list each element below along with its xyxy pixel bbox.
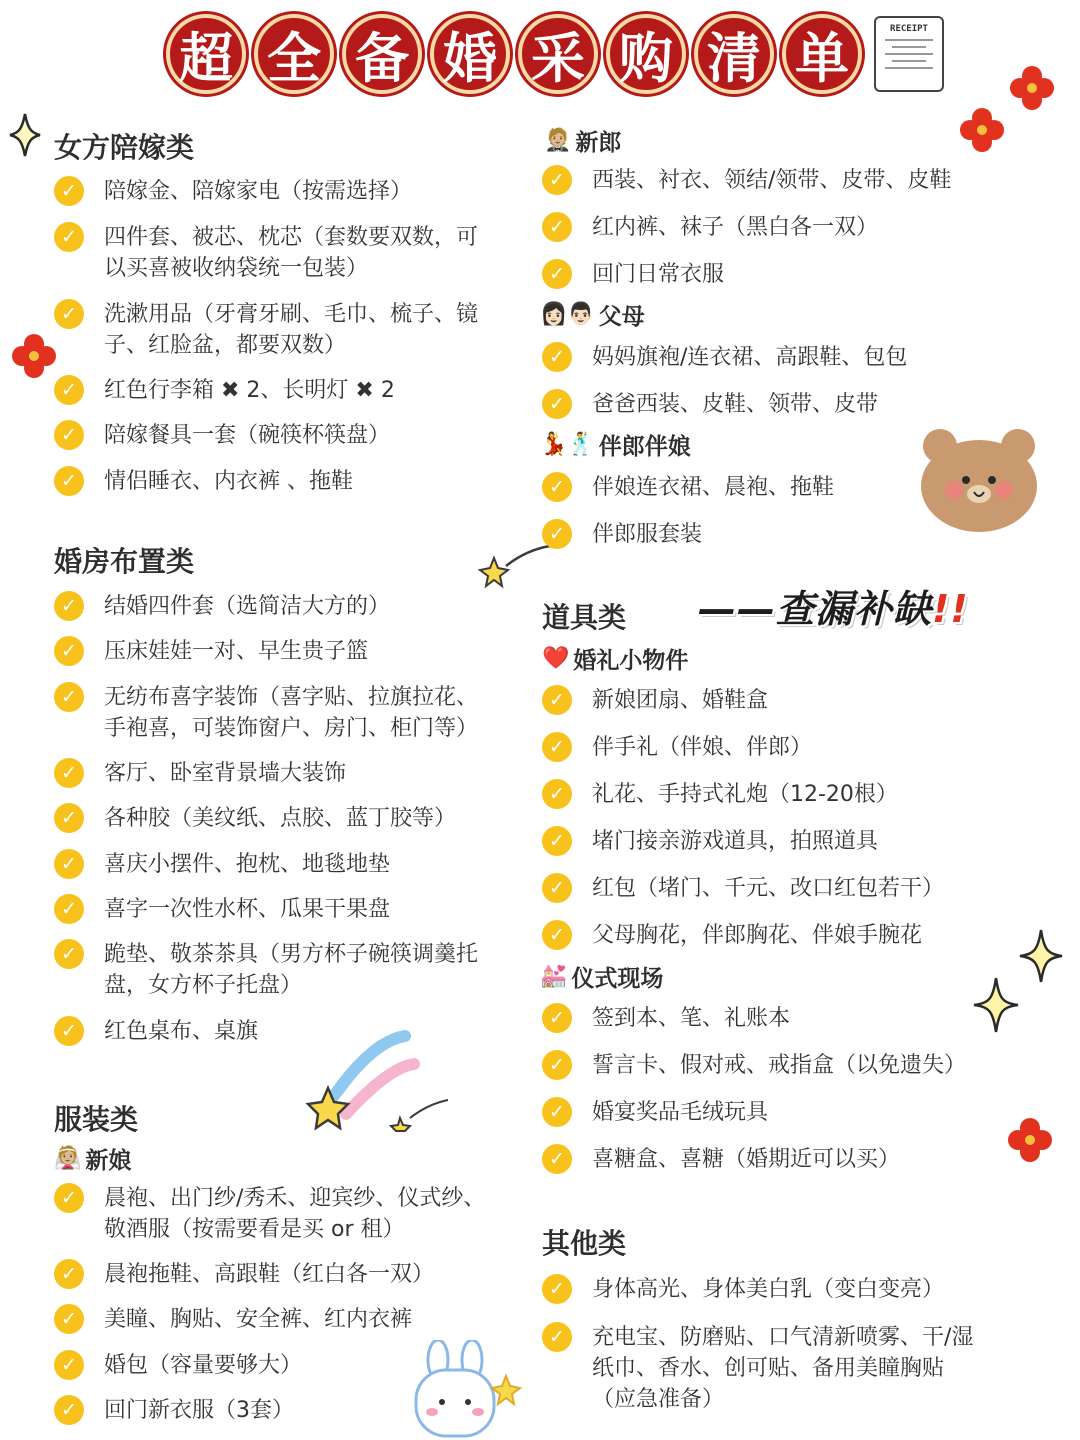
sub-title-bride: [54, 1142, 131, 1175]
check-icon: ✓: [54, 299, 84, 329]
check-icon: ✓: [542, 1050, 572, 1080]
checklist-item-text: 婚包（容量要够大）: [104, 1353, 303, 1378]
check-icon: ✓: [542, 259, 572, 289]
section-title-room: 婚房布置类: [54, 545, 195, 578]
checklist-item-text: 爸爸西装、皮鞋、领带、皮带: [592, 392, 879, 417]
checklist-item-text: 伴手礼（伴娘、伴郎）: [592, 735, 813, 760]
sub-title-groom-label: 新郎: [575, 130, 622, 156]
sub-title-groom: [544, 124, 621, 157]
checklist-item-text: 回门日常衣服: [592, 262, 725, 287]
checklist-item: [542, 1274, 944, 1305]
check-icon: ✓: [542, 519, 572, 549]
checklist-item: [54, 222, 478, 284]
checklist-item-text: 喜庆小摆件、抱枕、地毯地垫: [104, 852, 391, 877]
checklist-item-text: 誓言卡、假对戒、戒指盒（以免遗失）: [592, 1053, 967, 1078]
checklist-item-text: 回门新衣服（3套）: [104, 1398, 294, 1423]
checklist-item-text: 新娘团扇、婚鞋盒: [592, 688, 769, 713]
checklist-item: [54, 1304, 412, 1335]
slogan-exclamation: !!: [932, 587, 969, 631]
checklist-item-text: 伴郎服套装: [592, 522, 703, 547]
check-icon: ✓: [54, 176, 84, 206]
checklist-item: [542, 685, 768, 716]
sub-title-small-items-label: 婚礼小物件: [573, 648, 689, 674]
checklist-item: [54, 591, 390, 622]
flower-icon: [1016, 1126, 1044, 1154]
checklist-item-text: 无纺布喜字装饰（喜字贴、拉旗拉花、 手袍喜，可装饰窗户、房门、柜门等）: [104, 685, 479, 741]
checklist-item: [54, 758, 346, 789]
sparkle-icon: [972, 976, 1020, 1034]
checklist-item: [54, 939, 478, 1001]
checklist-item-text: 充电宝、防磨贴、口气清新喷雾、干/湿 纸巾、香水、创可贴、备用美瞳胸贴 （应急准备）: [592, 1325, 974, 1412]
checklist-item-text: 情侣睡衣、内衣裤 、拖鞋: [104, 469, 353, 494]
title-char: 婚: [430, 14, 510, 94]
checklist-item: [542, 1097, 768, 1128]
rainbow-shooting-star-icon: [300, 1022, 460, 1132]
checklist-item-text: 晨袍拖鞋、高跟鞋（红白各一双）: [104, 1262, 435, 1287]
flower-icon: [20, 342, 48, 370]
bunny-icon: [392, 1340, 542, 1440]
checklist-item: [542, 1322, 973, 1415]
check-icon: ✓: [54, 1259, 84, 1289]
checklist-item: [54, 466, 353, 497]
checklist-item-text: 结婚四件套（选简洁大方的）: [104, 594, 391, 619]
check-icon: ✓: [542, 873, 572, 903]
checklist-item: [54, 1259, 434, 1290]
check-icon: ✓: [542, 165, 572, 195]
sub-title-ceremony-label: 仪式现场: [571, 966, 664, 992]
checklist-item: [542, 1144, 900, 1175]
checklist-item-text: 妈妈旗袍/连衣裙、高跟鞋、包包: [592, 345, 908, 370]
title-char: 超: [166, 14, 246, 94]
checklist-item-text: 四件套、被芯、枕芯（套数要双数，可 以买喜被收纳袋统一包装）: [104, 225, 479, 281]
checklist-item-text: 堵门接亲游戏道具，拍照道具: [592, 829, 879, 854]
checklist-item: [542, 472, 834, 503]
title-char: 单: [782, 14, 862, 94]
slogan: [698, 578, 969, 633]
sub-title-party-label: 伴郎伴娘: [598, 434, 691, 460]
section-title-dowry: 女方陪嫁类: [54, 131, 195, 164]
checklist-item-text: 各种胶（美纹纸、点胶、蓝丁胶等）: [104, 806, 457, 831]
checklist-item: [542, 779, 898, 810]
check-icon: ✓: [542, 1274, 572, 1304]
check-icon: ✓: [54, 375, 84, 405]
flower-icon: [968, 116, 996, 144]
sub-title-party: [540, 428, 691, 461]
checklist-item-text: 身体高光、身体美白乳（变白变亮）: [592, 1277, 945, 1302]
check-icon: ✓: [54, 1016, 84, 1046]
checklist-item-text: 美瞳、胸贴、安全裤、红内衣裤: [104, 1307, 413, 1332]
check-icon: ✓: [542, 685, 572, 715]
checklist-item: [54, 420, 390, 451]
checklist-item-text: 陪嫁金、陪嫁家电（按需选择）: [104, 179, 413, 204]
check-icon: ✓: [54, 939, 84, 969]
checklist-item: [542, 212, 878, 243]
title-char: 采: [518, 14, 598, 94]
checklist-item: [54, 1016, 258, 1047]
check-icon: ✓: [54, 1395, 84, 1425]
checklist-item: [542, 920, 922, 951]
check-icon: ✓: [542, 1097, 572, 1127]
parents-emoji-icon: 👩🏻👨🏻: [540, 302, 595, 327]
check-icon: ✓: [54, 466, 84, 496]
checklist-item: [54, 299, 478, 361]
checklist-item-text: 红包（堵门、千元、改口红包若干）: [592, 876, 945, 901]
checklist-item-text: 晨袍、出门纱/秀禾、迎宾纱、仪式纱、 敬酒服（按需要看是买 or 租）: [104, 1186, 486, 1242]
slogan-text: ——查漏补缺: [698, 587, 933, 631]
check-icon: ✓: [54, 1183, 84, 1213]
sub-title-ceremony: [540, 960, 663, 993]
title-char: 备: [342, 14, 422, 94]
checklist-item-text: 婚宴奖品毛绒玩具: [592, 1100, 769, 1125]
checklist-item-text: 西装、衬衣、领结/领带、皮带、皮鞋: [592, 168, 952, 193]
checklist-item: [54, 894, 390, 925]
groom-emoji-icon: 🤵🏼: [544, 128, 572, 153]
checklist-item: [542, 165, 951, 196]
receipt-label: RECEIPT: [890, 24, 928, 34]
check-icon: ✓: [542, 472, 572, 502]
check-icon: ✓: [542, 212, 572, 242]
checklist-item: [542, 732, 812, 763]
checklist-item-text: 红色桌布、桌旗: [104, 1019, 259, 1044]
checklist-item-text: 陪嫁餐具一套（碗筷杯筷盘）: [104, 423, 391, 448]
checklist-item: [54, 1183, 485, 1245]
checklist-item-text: 跪垫、敬茶茶具（男方杯子碗筷调羹托 盘，女方杯子托盘）: [104, 942, 479, 998]
check-icon: ✓: [54, 636, 84, 666]
check-icon: ✓: [54, 682, 84, 712]
checklist-item-text: 喜糖盒、喜糖（婚期近可以买）: [592, 1147, 901, 1172]
checklist-item-text: 红内裤、袜子（黑白各一双）: [592, 215, 879, 240]
checklist-item: [542, 873, 944, 904]
bride-emoji-icon: 👰🏼: [54, 1146, 82, 1171]
checklist-item: [54, 803, 456, 834]
checklist-item: [54, 1395, 294, 1426]
sparkle-icon: [1018, 928, 1064, 984]
checklist-item-text: 礼花、手持式礼炮（12-20根）: [592, 782, 898, 807]
checklist-item: [542, 826, 878, 857]
checklist-item: [542, 389, 878, 420]
check-icon: ✓: [542, 1144, 572, 1174]
check-icon: ✓: [54, 222, 84, 252]
section-title-props: 道具类: [542, 601, 627, 634]
checklist-item: [54, 375, 395, 406]
party-emoji-icon: 💃🕺: [540, 432, 595, 457]
check-icon: ✓: [54, 420, 84, 450]
check-icon: ✓: [542, 1322, 572, 1352]
section-title-clothing: 服装类: [54, 1103, 139, 1136]
title-char: 购: [606, 14, 686, 94]
check-icon: ✓: [542, 389, 572, 419]
checklist-item-text: 伴娘连衣裙、晨袍、拖鞋: [592, 475, 835, 500]
check-icon: ✓: [54, 849, 84, 879]
checklist-item: [54, 849, 390, 880]
checklist-item: [542, 519, 702, 550]
check-icon: ✓: [542, 779, 572, 809]
checklist-item-text: 红色行李箱 ✖ 2、长明灯 ✖ 2: [104, 378, 395, 403]
check-icon: ✓: [54, 894, 84, 924]
checklist-item-text: 父母胸花，伴郎胸花、伴娘手腕花: [592, 923, 923, 948]
sub-title-bride-label: 新娘: [85, 1148, 132, 1174]
check-icon: ✓: [54, 1304, 84, 1334]
checklist-item-text: 洗漱用品（牙膏牙刷、毛巾、梳子、镜 子、红脸盆，都要双数）: [104, 302, 479, 358]
sub-title-small-items: [542, 642, 688, 675]
check-icon: ✓: [542, 732, 572, 762]
checklist-item: [542, 1003, 790, 1034]
checklist-item-text: 喜字一次性水杯、瓜果干果盘: [104, 897, 391, 922]
chapel-icon: 💒: [540, 964, 568, 989]
checklist-item: [542, 342, 907, 373]
page-title: [166, 4, 958, 104]
checklist-item: [54, 636, 368, 667]
checklist-item-text: 签到本、笔、礼账本: [592, 1006, 791, 1031]
title-char: 全: [254, 14, 334, 94]
checklist-item-text: 压床娃娃一对、早生贵子篮: [104, 639, 369, 664]
section-title-other: 其他类: [542, 1227, 627, 1260]
checklist-item-text: 客厅、卧室背景墙大装饰: [104, 761, 347, 786]
check-icon: ✓: [542, 826, 572, 856]
flower-icon: [1018, 74, 1046, 102]
check-icon: ✓: [542, 342, 572, 372]
check-icon: ✓: [54, 758, 84, 788]
bear-cookie-icon: [916, 424, 1042, 534]
check-icon: ✓: [542, 920, 572, 950]
check-icon: ✓: [54, 591, 84, 621]
checklist-item: [54, 176, 412, 207]
checklist-item: [542, 259, 724, 290]
title-char: 清: [694, 14, 774, 94]
check-icon: ✓: [54, 803, 84, 833]
checklist-item: [54, 682, 478, 744]
heart-icon: ❤️: [542, 646, 570, 671]
checklist-item: [542, 1050, 966, 1081]
sub-title-parents: [540, 298, 645, 331]
sparkle-icon: [8, 112, 42, 158]
checklist-item: [54, 1350, 302, 1381]
check-icon: ✓: [54, 1350, 84, 1380]
receipt-icon: [874, 16, 944, 92]
sub-title-parents-label: 父母: [598, 304, 645, 330]
check-icon: ✓: [542, 1003, 572, 1033]
